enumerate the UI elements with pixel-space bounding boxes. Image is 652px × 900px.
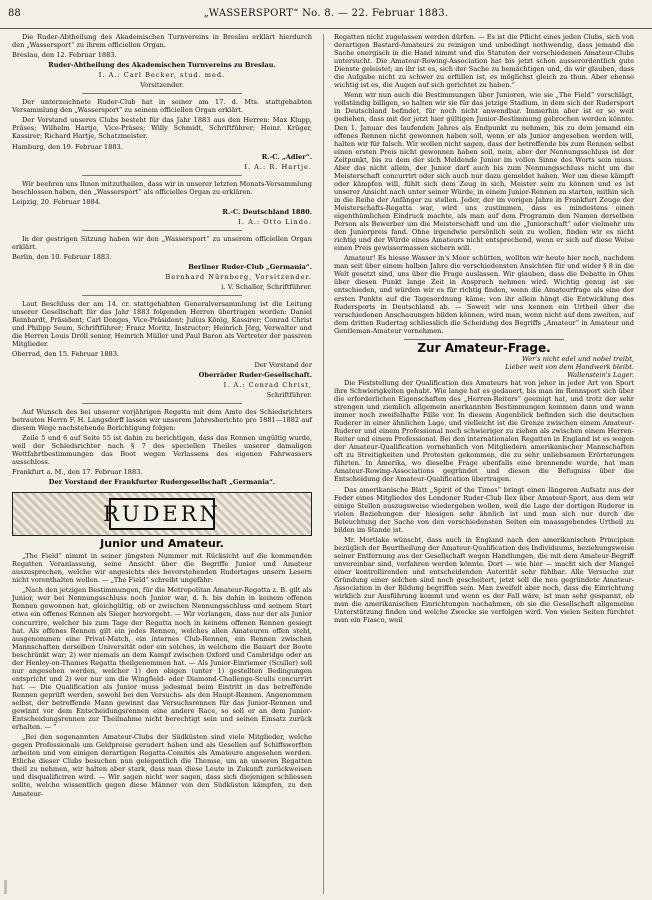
notice-date: Oberrad, den 15. Februar 1883. xyxy=(12,350,120,359)
notice-date: Frankfurt a. M., den 17. Februar 1883. xyxy=(12,468,143,477)
article-paragraph: Wenn wir nun auch die Bestimmungen über Junioren, wie sie „The Field“ vorschlägt, vollständig billigen, so halten wir sie für das jetzige Stadium, in dem sich der Rudersport in Deutschland befindet, für noch nicht anwendbar. Immerhin aber ist er so weit gediehen, dass mit der jetzt hier gültigen Junior-Bestimmung gebrochen werden könnte. Den 1. Januar des laufenden Jahres als Endpunkt zu nehmen, bis zu dem jemand ein offenes Rennen nicht gewonnen haben soll, wenn er als Junior angesehen werden will, halten wir für falsch. Wir wollen nicht sagen, dass der betreffende bis zum Rennen selbst einen ersten Preis nicht gewonnen haben soll, nein, aber der Nennungsschluss ist der Zeitpunkt, bis zu dem der sich Meldende Junior im vollen Sinne des Worts sein muss. Aber das nicht allein, der Junior darf auch bis zum Nennungsschluss nicht um die Meisterschaft concurrirt oder sich auch nur dazu gemeldet haben. Wer um diese kämpft oder kämpfen will, fühlt sich dem Zeug in sich, Meister sein zu können und es ist unserer Ansicht nach unter seiner Würde, in einem Junior-Rennen zu starten, mithin sich in die Reihe der Anfänger zu stellen. Jeder, der im vorigen Jahre in Frankfurt Zeuge der Meisterschafts-Regatta war, wird uns zustimmen, dass es mindestens einen eigenthümlichen Eindruck machte, als man auf dem Programm den Namen derselben Person als Bewerber um die Meisterschaft und um die „Juniorschaft“ oder vielmehr um den Juniorpreis fand. Ohne irgendwie persönlich sein zu wollen, finden wir es nicht richtig und der Würde eines Amateurs nicht entsprechend, wenn er sich auf diese Weise einen Preis gewissermassen sichern will. xyxy=(334,91,634,253)
notice-date: Berlin, den 10. Februar 1883. xyxy=(12,252,112,261)
notice-signature: Berliner Ruder-Club „Germania“. xyxy=(188,263,312,272)
notice-text: Laut Beschluss der am 14. cr. stattgehabten Generalversammlung ist die Leitung unserer Gesellschaft für das Jahr 1883 folgenden Herren übertragen worden: Daniel Reinhardt, Präsident; Carl Donges, Vice-Präsident; Julius König, Kassirer; Conrad Christ und Philipp Seum, Schriftführer; Franz Moritz, Instructor; Heinrich Jörg, Verwalter und die Herren Louis Dröll senior, Heinrich Müller und Paul Baron als Vertreter der passiven Mitglieder. xyxy=(12,300,312,349)
notice-signature: I. A.: R. Hartje. xyxy=(244,162,312,171)
banner-title: RUDERN xyxy=(109,498,215,530)
article-paragraph: „Nach den jetzigen Bestimmungen, für die Metropolitan Amateur-Regatta z. B. gilt als Junior, wer bei Nennungsschluss noch Junior war, d. h. bis dahin in keinem offenen Rennen gewonnen hat, gleichgültig, ob er zwischen Nennungsschluss und seinem Start etwa ein offenes Rennen als Sieger hervorgeht. — Wir verlangen, dass nur der als Junior concurrire, welcher bis zum Tage der Regatta noch in keinem offenen Rennen gesiegt hat. Als offenes Rennen gilt ein jedes Rennen, welches allen Amateuren offen steht, ausgenommen eine Privat-Match, ein internes Club-Rennen, ein Rennen zwischen Mannschaften derselben Universität oder ein solches, in welchem die Bauart der Boote beschränkt war; 2) wer niemals an dem Kampf zwischen Oxford und Cambridge oder an der Henley-on-Thames Regatta theilgenommen hat. — Als Junior-Einriemer (Sculler) soll nur angesehen werden, welcher 1) den obigen (unter 1) gestellten Bedingungen entspricht und 2) wer nur um die Wingfield- oder Diamond-Challenge-Sculls concurrirt hat. — Die Qualification als Junior muss jedesmal beim Eintritt in das betreffende Rennen geprüft werden, sowohl bei den Versuchs- als den Haupt-Rennen. Angenommen selbst, der betreffende Mann gewinnt das Versuchsrennen für das Junior-Rennen und gewinnt vor dem Entscheidungsrennen eine andere Race, so soll er an dem Junior-Entscheidungsrennen zur Theilnahme nicht berechtigt sein und seinen Einsatz zurück erhalten. — “ xyxy=(12,586,312,732)
notice-signature: Vorsitzender. xyxy=(140,81,184,90)
notice-leipzig xyxy=(12,180,312,226)
article-title: Junior und Amateur. xyxy=(100,537,224,551)
page-number: 88 xyxy=(8,8,21,19)
notice-text: In der gestrigen Sitzung haben wir den „Wassersport“ zu unserem officiellen Organ erklärt. xyxy=(12,234,312,251)
notice-hamburg xyxy=(12,98,312,170)
notice-oberrad xyxy=(12,300,312,399)
notice-signature: Der Vorstand der Frankfurter Rudergesellschaft „Germania“. xyxy=(48,478,276,487)
scan-edge xyxy=(4,880,7,894)
divider xyxy=(82,93,242,94)
article-paragraph: „The Field“ nimmt in seiner jüngsten Nummer mit Rücksicht auf die kommenden Regatten Veranlassung, seine Ansicht über die Begriffe Junior und Amateur auszusprechen, welche wir angesichts des bevorstehenden Rudertages unsern Lesern nicht vorenthalten wollen. — „The Field“ schreibt ungefähr: xyxy=(12,552,312,585)
notice-signature: I. A.: Carl Becker, stud. med. xyxy=(98,71,226,80)
article-paragraph: Amateur! Es hiesse Wasser in's Meer schütten, wollten wir heute hier noch, nachdem man seit über einem halben Jahre die verschiedensten Ansichten für und wider § 8 in die Welt gesetzt sind, uns über die Frage auslassen. Wir glauben, dass die Debatte in Ohm über diesen Punkt lange Zeit in Anspruch nehmen wird. Wichtig genug ist sie entschieden, und würden wir es für richtig finden, wenn die Amateurfrage als eine der ersten Punkte auf die Tagesordnung käme; von ihr allein hängt die Entwicklung des Rudersports in Deutschland ab. — Soweit wir uns kennen ein Urtheil über die verschiedenen Anschauungen bilden können, wird man, wenn nicht auf dem zweiten, auf dem dritten Rudertag schliesslich die Scheidung des Begriffs „Amateur“ in Amateur und Gentleman-Amateur vornehmen. xyxy=(334,254,634,335)
notice-text: Der Vorstand unseres Clubs besteht für das Jahr 1883 aus den Herren: Max Klupp, Präses; Wilhelm Hartje, Vice-Präses; Willy Schmidt, Schriftführer; Heinr. Krüger, Kassirer; Richard Hartje, Schatzmeister. xyxy=(12,116,312,141)
motto-line: Lieber weit von dem Handwerk bleibt. xyxy=(505,362,634,371)
left-column xyxy=(12,33,312,800)
running-title: „WASSERSPORT“ No. 8. — 22. Februar 1883. xyxy=(203,8,449,19)
notice-date: Leipzig, 20. Februar 1884. xyxy=(12,197,101,206)
notice-signature: Schriftführer. xyxy=(266,390,312,399)
notice-text: Wir beehren uns Ihnen mitzutheilen, dass wir in unserer letzten Monats-Versammlung beschlossen haben, den „Wassersport“ als officielles Organ zu erklären. xyxy=(12,179,312,196)
notice-date: Breslau, den 12. Februar 1883. xyxy=(12,51,117,60)
notice-signature: I. A.: Otto Linde. xyxy=(238,217,312,226)
notice-signature: R.-C. „Adler“. xyxy=(261,152,312,161)
page-header xyxy=(0,0,652,29)
notice-date: Hamburg, den 19. Februar 1883. xyxy=(12,142,123,151)
notice-text: Auf Wunsch des bei unserer vorjährigen Regatta mit dem Amte des Schiedsrichters betrauten Herrn F. H. Langsdorff lassen wir unserem Jahresberichte pro 1881—1882 auf diesem Wege nachstehende Berichtigung folgen: xyxy=(12,407,312,432)
article-paragraph: Mr. Mortlake wünscht, dass auch in England nach den amerikanischen Principien bezüglich der Beurtheilung der Amateur-Qualification des Individuums, beziehungsweise seiner Entfernung aus der Gesellschaft wegen Handlungen, die mit dem Amateur-Begriff unvereinbar sind, verfahren werden könnte. Dort — wie hier — macht sich der Mangel einer kontrollirenden und entscheidenden Autorität sehr fühlbar. Alle Versuche zur Gründung einer solchen sind noch gescheitert, jetzt soll die neu gegründete Amateur-Association in der Bildung begriffen sein. Man zweifelt aber noch, dass die Einrichtung wirklich zur Ausführung kommt und wenn es der Fall wäre, ist man sehr gespannt, ob man die amerikanischen Einrichtungen nachahmen, ob sie die Gesellschaft allgemeine Unterstützung finden und welche Zwecke sie verfolgen wird. Von vielen Seiten fürchtet man ein Fiasco, weil xyxy=(334,535,634,625)
right-column xyxy=(334,33,634,626)
notice-text: Die Ruder-Abtheilung des Akademischen Turnvereins in Breslau erklärt hierdurch den „Wassersport“ zu ihrem officiellen Organ. xyxy=(12,33,312,50)
divider xyxy=(82,175,242,176)
notice-text: Der unterzeichnete Ruder-Club hat in seiner am 17. d. Mts. stattgehabten Versammlung den „Wassersport“ zu seinem officiellen Organ erklärt. xyxy=(12,98,312,115)
article-paragraph: Das amerikanische Blatt „Spirit of the Times“ bringt einen längeren Aufsatz aus der Feder eines Mitgliedes des Londoner Ruder-Club Ilex über Amateur-Sport, aus dem wir einige Stellen auszugsweise wiedergeben wollen, weil die Lage der dortigen Ruderer in vielen Beziehungen der hiesigen sehr ähnlich ist und man sich nur durch die Beleuchtung der Sache von den verschiedensten Seiten ein maassgebendes Urtheil zu bilden im Stande ist. xyxy=(334,485,634,534)
motto-line: Wer's nicht edel und nobel treibt, xyxy=(522,354,634,363)
notice-breslau xyxy=(12,33,312,89)
divider xyxy=(82,295,242,296)
article-title: Zur Amateur-Frage. xyxy=(417,340,551,355)
notice-signature: Der Vorstand der xyxy=(254,360,312,369)
notice-signature: Oberräder Ruder-Gesellschaft. xyxy=(198,370,312,379)
notice-signature: R.-C. Deutschland 1880. xyxy=(222,207,312,216)
section-banner xyxy=(12,492,312,536)
column-rule xyxy=(323,34,324,894)
divider xyxy=(82,230,242,231)
motto-source: Wallenstein's Lager. xyxy=(566,370,634,379)
article-paragraph: Die Feststellung der Qualification des Amateurs hat von jeher in jeder Art von Sport ihre Schwierigkeiten gehabt. Wie lange hat es gedauert, bis man im Rennsport sich über die erforderlichen Eigenschaften des „Herren-Reiters“ geeinigt hat, und trotz der sehr strengen und ziemlich allgemein anerkannten Bestimmungen kommen dann und wann immer noch zweifelhafte Fälle vor. In diesem Augenblick befinden sich die deutschen Ruderer in einer ähnlichen Lage, und vielleicht ist die Grenze zwischen einem Amateur-Ruderer und einem Professional noch schwieriger zu ziehen als zwischen einem Herren-Reiter und einem Professional. Bei den internationalen Regatten in England ist es wegen der Amateur-Qualification vornehmlich von Mitgliedern amerikanischer Mannschaften oft zu Streitigkeiten und Protesten gekommen, die zu sehr unliebsamen Erörterungen führten. In Amerika, wo dieselbe Frage ebenfalls eine brennende wurde, hat man Amateur-Rowing-Associations gegründet und diesen die Befugniss über die Entscheidung der Amateur-Qualification übertragen. xyxy=(334,378,634,484)
notice-signature: I. A.: Conrad Christ, xyxy=(223,380,312,389)
notice-signature: Bernhard Nürnberg, Vorsitzender. xyxy=(165,273,312,282)
divider xyxy=(82,403,242,404)
article-paragraph: „Bei den sogenannten Amateur-Clubs der Südküsten sind viele Mitglieder, welche gegen Professionals um Geldpreise gerudert haben und als Gesellen auf Schiffswerften arbeiten und von einigen derartigen Regatta-Comités als Amateure angesehen werden. Etliche dieser Clubs besuchen nun gelegentlich die Themse, um an unseren Regatten theil zu nehmen, wir halten aber stark, dass man diese Leute in Zukunft zurückweisen und disqualificiren wird. — Wir sagen nicht wer sagen, dass sich diejenigen schliessen sollte, welche wissentlich gegen diese Männer von den Südküsten kämpfen, zu den Amateur- xyxy=(12,733,312,798)
notice-text: Zeile 5 und 6 auf Seite 55 ist dahin zu berichtigen, dass das Rennen ungültig wurde, weil der Schiedsrichter nach § 7 des speciellen Theiles unserer damaligen Wettfahrtbestimmungen das Boot wegen Verlassens des eigenen Fahrwassers ausschloss. xyxy=(12,433,312,466)
notice-berlin xyxy=(12,235,312,291)
article-paragraph: Regatten nicht zugelassen werden dürfen. — Es ist die Pflicht eines jeden Clubs, sich von derartigen Bastard-Amateurs zu reinigen und unbedingt nothwendig, dass jemand die Sache energisch in die Hand nimmt und die Statuten der verschiedenen Amateur-Clubs untersucht. Die Amateur-Rowing-Association hat bis jetzt schon ausserordentlich gute Dienste geleistet; an ihr ist es, sich der Sache zu bemächtigen und, da wir glauben, dass die Aufgabe nicht zu schwer zu erfüllen ist, es möglichst gleich zu thun. Aber ebenso wichtig ist es, die Augen auf sich gerichtet zu haben.“ xyxy=(334,33,634,90)
notice-signature: i. V. Schaller, Schriftführer. xyxy=(221,283,312,292)
notice-signature: Ruder-Abtheilung des Akademischen Turnvereins zu Breslau. xyxy=(48,61,276,70)
notice-frankfurt xyxy=(12,408,312,486)
divider xyxy=(404,339,564,340)
